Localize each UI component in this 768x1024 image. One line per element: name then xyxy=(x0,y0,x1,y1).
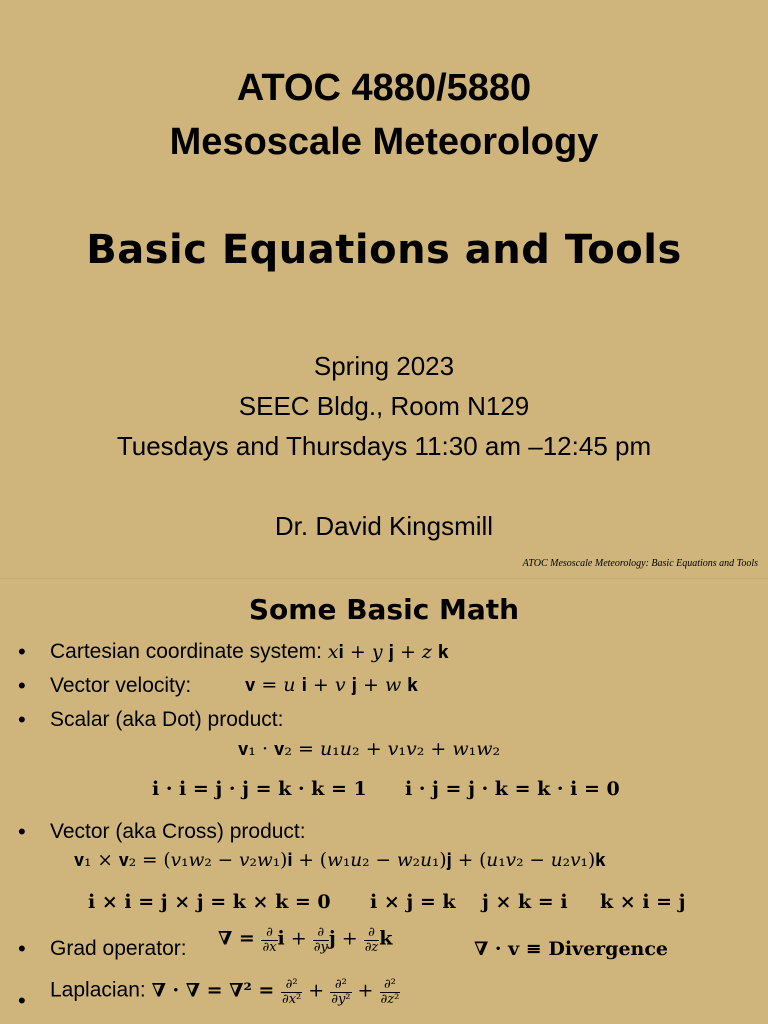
schedule: Tuesdays and Thursdays 11:30 am –12:45 pm xyxy=(116,431,652,461)
lecture-title: Basic Equations and Tools xyxy=(86,227,682,273)
course-name: Mesoscale Meteorology xyxy=(169,121,599,163)
velocity-label: Vector velocity: xyxy=(50,674,192,697)
fraction-d2-dy2: $\frac{\text{∂²}}{\text{∂𝑦²}}$ xyxy=(331,977,351,1007)
cross-product-label: Vector (aka Cross) product: xyxy=(50,820,306,843)
bullet-icon: • xyxy=(18,988,26,1013)
nabla-symbol: 𝛁 = xyxy=(218,927,262,950)
laplacian-lhs: 𝛁 · 𝛁 = 𝛁² = xyxy=(151,979,281,1002)
bullet-icon: • xyxy=(18,639,26,664)
dot-product-equation: 𝐯₁ · 𝐯₂ = 𝑢₁𝑢₂ + 𝑣₁𝑣₂ + 𝑤₁𝑤₂ xyxy=(238,738,501,760)
laplacian-item: Laplacian: 𝛁 · 𝛁 = 𝛁² = $\frac{\text{∂²}}{\text{∂𝑥²}}$ + $\frac{\text{∂²}}{\text{∂𝑦²}}$ + $\frac{\text{∂²}}{\text{∂𝑧²}}$ xyxy=(50,977,400,1007)
bullet-icon: • xyxy=(18,673,26,698)
velocity-item xyxy=(50,672,191,700)
bullet-icon: • xyxy=(18,707,26,732)
dot-rule-zero: 𝐢 · 𝐣 = 𝐣 · 𝐤 = 𝐤 · 𝐢 = 𝟎 xyxy=(405,778,620,800)
grad-operator-equation: 𝛁 = $\frac{\partial}{\text{∂𝑥}}$ 𝐢 + $\frac{\partial}{\text{∂𝑦}}$ 𝐣 + $\frac{\partial}{\text{∂𝑧}}$ 𝐤 xyxy=(218,925,393,955)
cross-rule-jk: 𝐣 × 𝐤 = 𝐢 xyxy=(482,891,568,913)
fraction-d-dy: $\frac{\partial}{\text{∂𝑦}}$ xyxy=(313,925,328,955)
fraction-d2-dz2: $\frac{\text{∂²}}{\text{∂𝑧²}}$ xyxy=(380,977,400,1007)
fraction-d-dx: $\frac{\partial}{\text{∂𝑥}}$ xyxy=(262,925,277,955)
cartesian-math: 𝑥𝐢 + 𝑦 𝐣 + 𝑧 𝐤 xyxy=(327,641,449,663)
section-title: Some Basic Math xyxy=(248,593,520,626)
cross-rule-ki: 𝐤 × 𝐢 = 𝐣 xyxy=(600,891,686,913)
term: Spring 2023 xyxy=(313,351,455,381)
fraction-d-dz: $\frac{\partial}{\text{∂𝑧}}$ xyxy=(364,925,379,955)
cartesian-item xyxy=(50,638,449,666)
laplacian-label: Laplacian: xyxy=(50,978,152,1002)
cross-product-equation: 𝐯₁ × 𝐯₂ = (𝑣₁𝑤₂ − 𝑣₂𝑤₁)𝐢 + (𝑤₁𝑢₂ − 𝑤₂𝑢₁)𝐣 + (𝑢₁𝑣₂ − 𝑢₂𝑣₁)𝐤 xyxy=(74,850,606,871)
bullet-icon: • xyxy=(18,819,26,844)
course-number: ATOC 4880/5880 xyxy=(236,67,532,109)
divergence-definition: 𝛁 · 𝐯 ≡ 𝐃𝐢𝐯𝐞𝐫𝐠𝐞𝐧𝐜𝐞 xyxy=(474,938,669,960)
cross-rule-zero: 𝐢 × 𝐢 = 𝐣 × 𝐣 = 𝐤 × 𝐤 = 𝟎 xyxy=(88,891,331,913)
fraction-d2-dx2: $\frac{\text{∂²}}{\text{∂𝑥²}}$ xyxy=(281,977,302,1007)
room: SEEC Bldg., Room N129 xyxy=(238,391,530,421)
velocity-math: 𝐯 = 𝑢 𝐢 + 𝑣 𝐣 + 𝑤 𝐤 xyxy=(245,674,419,696)
slide-footer: ATOC Mesoscale Meteorology: Basic Equations and Tools xyxy=(522,558,758,569)
instructor: Dr. David Kingsmill xyxy=(274,511,494,541)
slide-divider xyxy=(0,578,768,579)
dot-product-label: Scalar (aka Dot) product: xyxy=(50,708,284,731)
cross-rule-ij: 𝐢 × 𝐣 = 𝐤 xyxy=(370,891,456,913)
cartesian-label: Cartesian coordinate system: xyxy=(50,640,328,663)
bullet-icon: • xyxy=(18,936,26,961)
dot-rule-unit: 𝐢 · 𝐢 = 𝐣 · 𝐣 = 𝐤 · 𝐤 = 𝟏 xyxy=(152,778,367,800)
grad-label: Grad operator: xyxy=(50,937,187,960)
